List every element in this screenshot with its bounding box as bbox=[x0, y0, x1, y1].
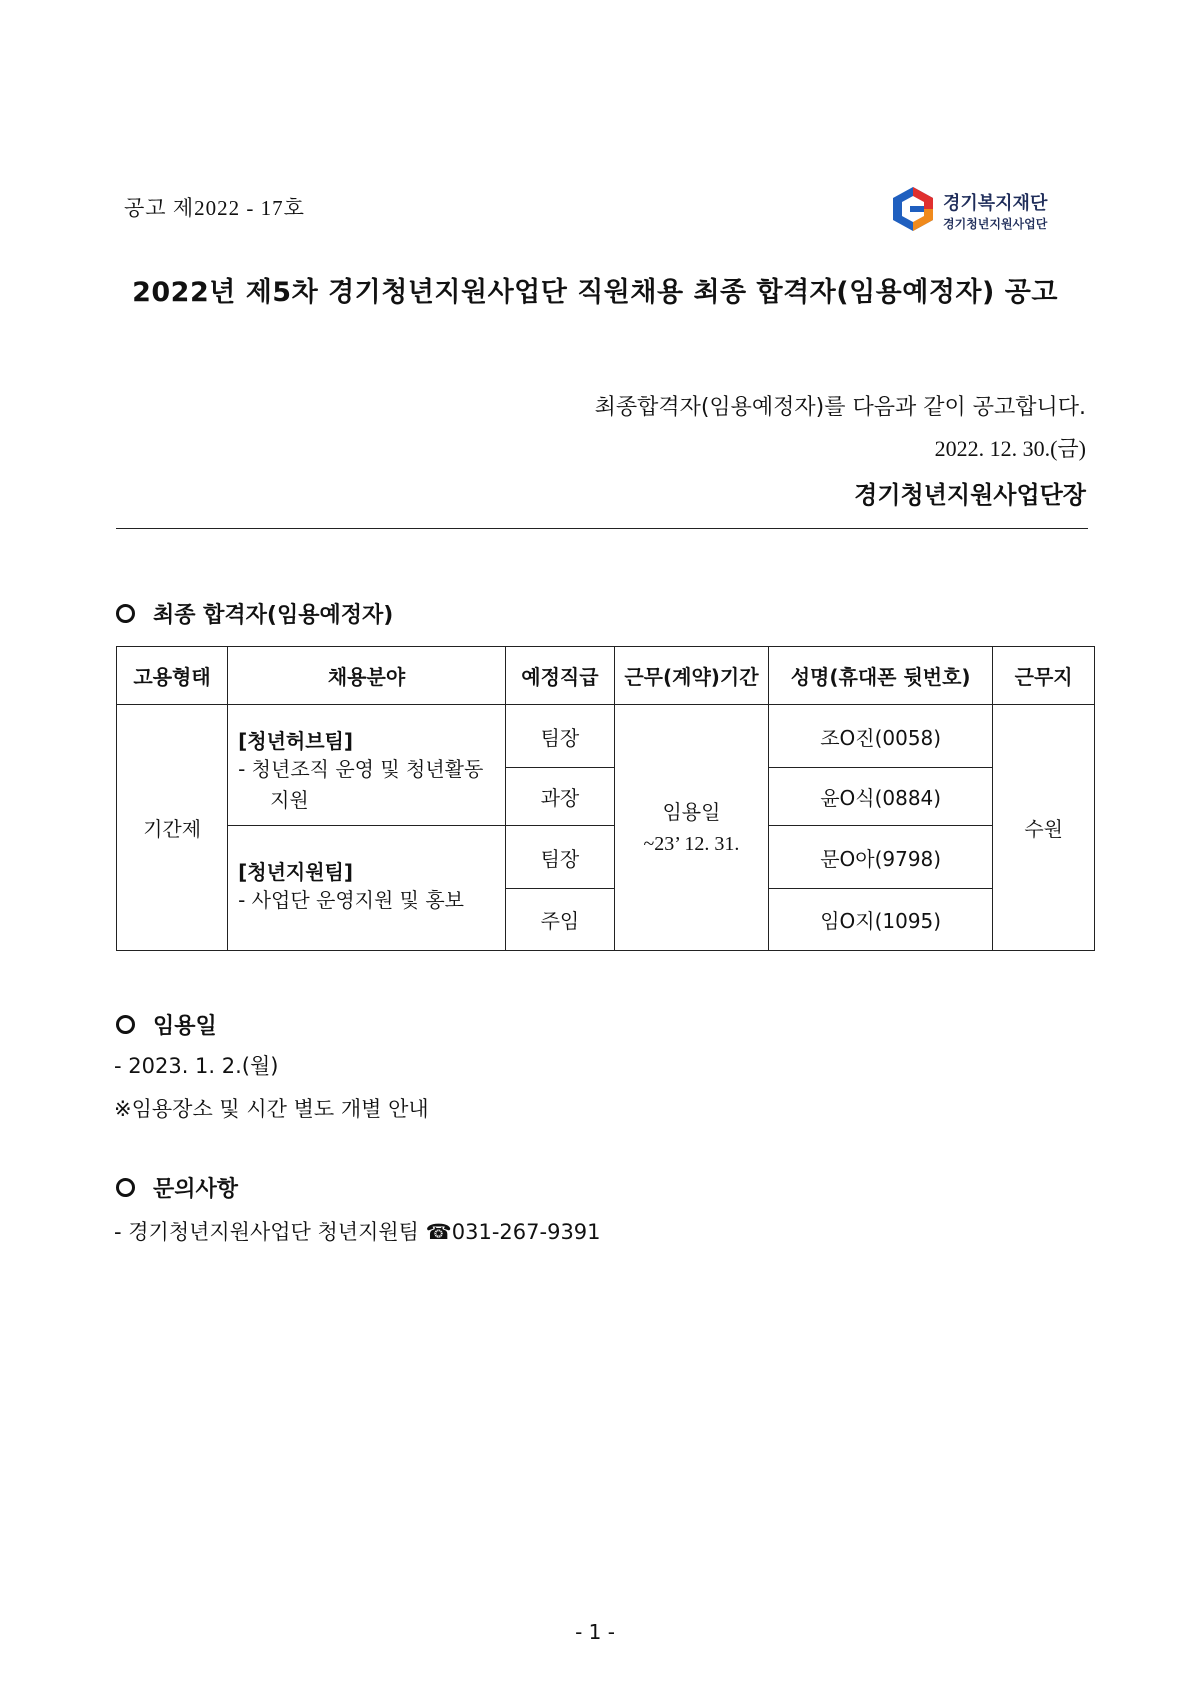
logo-main-text: 경기복지재단 bbox=[943, 193, 1048, 214]
notice-date: 2022. 12. 30.(금) bbox=[934, 436, 1086, 461]
person-cell: 조O진(0058) bbox=[768, 705, 992, 768]
document-title: 2022년 제5차 경기청년지원사업단 직원채용 최종 합격자(임용예정자) 공고 bbox=[132, 277, 1058, 308]
period-start: 임용일 bbox=[662, 799, 721, 824]
person-cell: 임O지(1095) bbox=[768, 889, 992, 951]
rank-cell: 주임 bbox=[505, 889, 614, 951]
field-cell-hub bbox=[228, 705, 506, 826]
field-description: - 청년조직 운영 및 청년활동 지원 bbox=[238, 757, 484, 812]
section-heading-text: 임용일 bbox=[153, 1014, 217, 1039]
person-cell: 윤O식(0884) bbox=[768, 768, 992, 826]
field-cell-support bbox=[228, 826, 506, 951]
field-name: [청년지원팀] bbox=[238, 860, 353, 884]
header-rank: 예정직급 bbox=[505, 647, 614, 705]
section-heading-text: 최종 합격자(임용예정자) bbox=[153, 603, 394, 628]
final-hires-table bbox=[116, 646, 1095, 951]
header-divider bbox=[116, 528, 1088, 529]
table-header-row bbox=[117, 647, 1095, 705]
header-employment-type: 고용형태 bbox=[117, 647, 228, 705]
header-person: 성명(휴대폰 뒷번호) bbox=[768, 647, 992, 705]
logo-sub-text: 경기청년지원사업단 bbox=[943, 217, 1048, 231]
logo-mark-icon bbox=[890, 185, 936, 233]
header-field: 채용분야 bbox=[228, 647, 506, 705]
period-end: ~23’ 12. 31. bbox=[643, 832, 740, 855]
foundation-logo bbox=[890, 183, 1070, 239]
table-row bbox=[117, 705, 1095, 768]
section-heading-text: 문의사항 bbox=[153, 1177, 239, 1202]
section-heading-contact bbox=[116, 1172, 238, 1203]
person-cell: 문O아(9798) bbox=[768, 826, 992, 889]
issuer-name: 경기청년지원사업단장 bbox=[854, 481, 1086, 509]
rank-cell: 팀장 bbox=[505, 705, 614, 768]
notice-number: 공고 제2022 - 17호 bbox=[124, 196, 305, 220]
period-cell bbox=[614, 705, 768, 951]
contact-line: - 경기청년지원사업단 청년지원팀 ☎031-267-9391 bbox=[114, 1220, 601, 1244]
section-heading-final bbox=[116, 598, 393, 629]
circle-bullet-icon bbox=[116, 1015, 135, 1034]
appointment-note: ※임용장소 및 시간 별도 개별 안내 bbox=[114, 1097, 429, 1121]
header-workplace: 근무지 bbox=[993, 647, 1095, 705]
header-period: 근무(계약)기간 bbox=[614, 647, 768, 705]
appointment-date: - 2023. 1. 2.(월) bbox=[114, 1054, 279, 1078]
table-row bbox=[117, 826, 1095, 889]
field-description: - 사업단 운영지원 및 홍보 bbox=[238, 888, 464, 912]
workplace-cell: 수원 bbox=[993, 705, 1095, 951]
circle-bullet-icon bbox=[116, 604, 135, 623]
employment-type-cell: 기간제 bbox=[117, 705, 228, 951]
circle-bullet-icon bbox=[116, 1178, 135, 1197]
intro-text: 최종합격자(임용예정자)를 다음과 같이 공고합니다. bbox=[594, 395, 1086, 420]
rank-cell: 팀장 bbox=[505, 826, 614, 889]
rank-cell: 과장 bbox=[505, 768, 614, 826]
field-name: [청년허브팀] bbox=[238, 729, 353, 753]
section-heading-appointment bbox=[116, 1009, 217, 1040]
page-number: - 1 - bbox=[575, 1620, 615, 1644]
